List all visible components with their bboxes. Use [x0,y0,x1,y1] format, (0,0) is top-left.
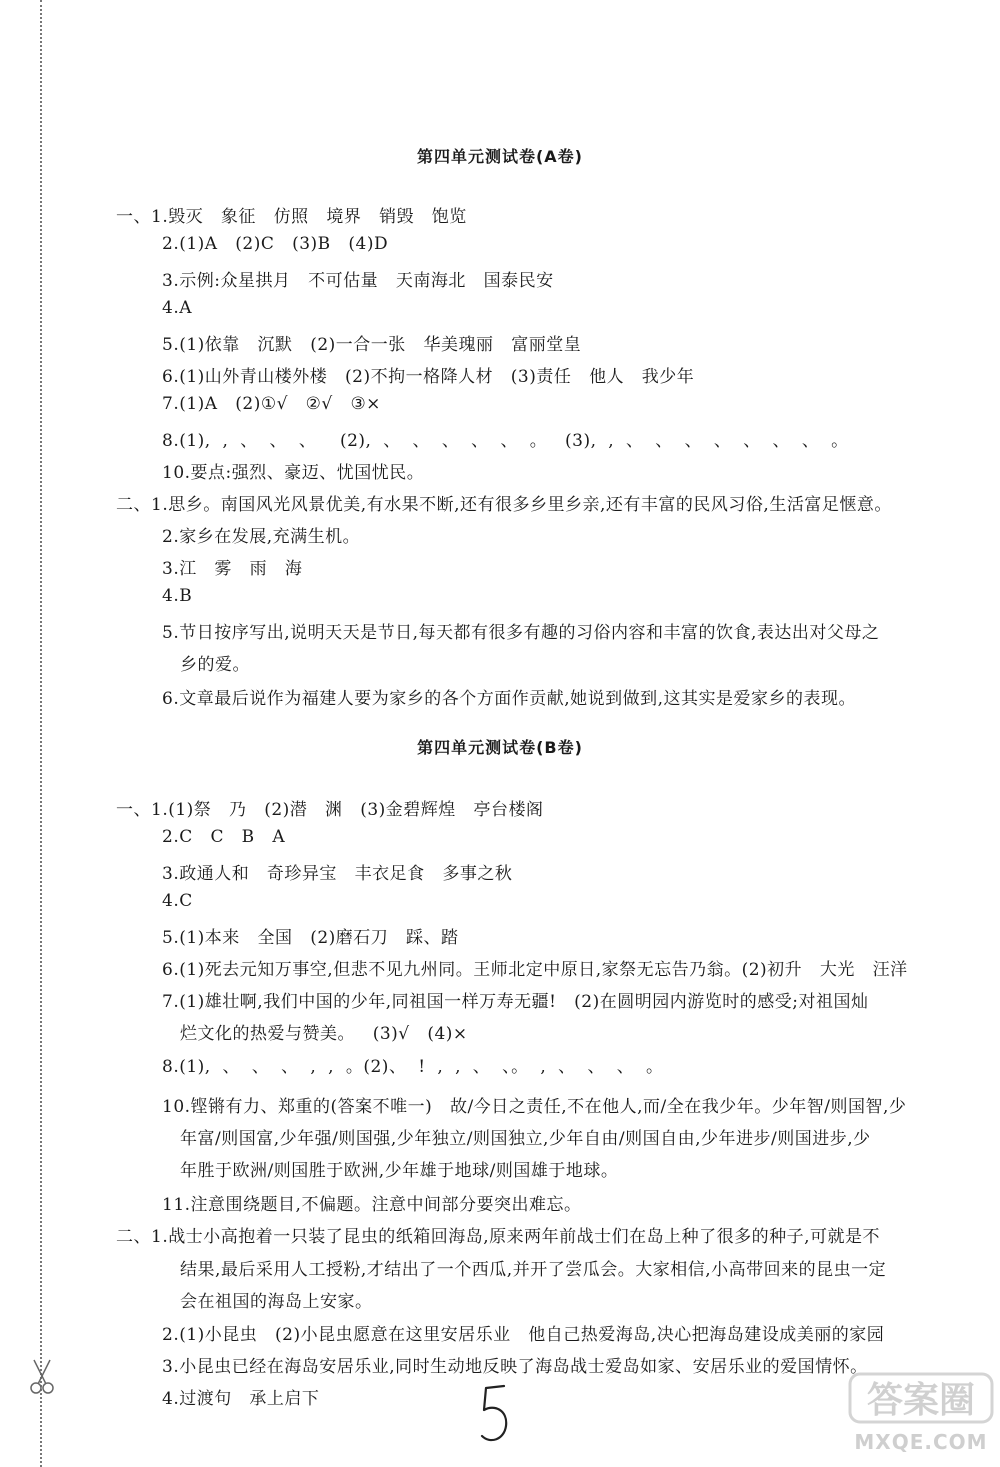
answer-line: 年富/则国富,少年强/则国强,少年独立/则国独立,少年自由/则国自由,少年进步/则国进步,少 [180,1129,871,1149]
answer-line: 4.C [162,891,193,911]
answer-line: 4.A [162,298,192,318]
answer-line: 5.节日按序写出,说明天天是节日,每天都有很多有趣的习俗内容和丰富的饮食,表达出对父母之 [162,623,880,643]
svg-text:答案圈: 答案圈 [866,1380,976,1421]
answer-line: 年胜于欧洲/则国胜于欧洲,少年雄于地球/则国雄于地球。 [180,1161,619,1181]
watermark-site: MXQE.COM [854,1430,988,1454]
answer-line: 二、1.战士小高抱着一只装了昆虫的纸箱回海岛,原来两年前战士们在岛上种了很多的种子,可就是不 [116,1227,881,1247]
answer-line: 一、1.毁灭 象征 仿照 境界 销毁 饱览 [116,207,467,227]
answer-line: 结果,最后采用人工授粉,才结出了一个西瓜,并开了尝瓜会。大家相信,小高带回来的昆虫一定 [180,1260,887,1280]
binding-dotted-line [40,0,42,1467]
answer-line: 6.文章最后说作为福建人要为家乡的各个方面作贡献,她说到做到,这其实是爱家乡的表现。 [162,689,857,709]
answer-line: 烂文化的热爱与赞美。 (3)√ (4)× [180,1024,468,1044]
answer-line: 5.(1)依靠 沉默 (2)一合一张 华美瑰丽 富丽堂皇 [162,335,582,355]
answer-line: 11.注意围绕题目,不偏题。注意中间部分要突出难忘。 [162,1195,582,1215]
answer-line: 4.B [162,586,193,606]
answer-line: 一、1.(1)祭 乃 (2)潜 渊 (3)金碧辉煌 亭台楼阁 [116,800,544,820]
answer-line: 3.政通人和 奇珍异宝 丰衣足食 多事之秋 [162,864,513,884]
answer-line: 2.C C B A [162,827,286,847]
answer-line: 2.(1)A (2)C (3)B (4)D [162,234,389,254]
watermark-logo [848,1370,994,1462]
answer-line: 3.示例:众星拱月 不可估量 天南海北 国泰民安 [162,271,554,291]
answer-line: 6.(1)山外青山楼外楼 (2)不拘一格降人材 (3)责任 他人 我少年 [162,367,695,387]
answer-line: 8.(1), , 、 、 、 (2), 、 、 、 、 、 。 (3), , 、 、 、 、 、 、 、 。 [162,431,849,451]
answer-line: 8.(1), 、 、 、 , , 。(2)、 ! , , 、 、。 , 、 、 、 。 [162,1057,664,1077]
answer-line: 乡的爱。 [180,655,250,675]
answer-line: 二、1.思乡。南国风光风景优美,有水果不断,还有很多乡里乡亲,还有丰富的民风习俗,生活富足惬意。 [116,495,892,515]
answer-line: 5.(1)本来 全国 (2)磨石刀 踩、踏 [162,928,459,948]
answer-line: 10.要点:强烈、豪迈、忧国忧民。 [162,463,425,483]
section-title-a: 第四单元测试卷(A卷) [416,147,583,166]
scissors-icon [28,1356,56,1396]
answer-line: 7.(1)A (2)①√ ②√ ③× [162,394,381,414]
section-title-b: 第四单元测试卷(B卷) [417,738,583,757]
answer-line: 2.家乡在发展,充满生机。 [162,527,361,547]
answer-line: 3.小昆虫已经在海岛安居乐业,同时生动地反映了海岛战士爱岛如家、安居乐业的爱国情怀。 [162,1357,868,1377]
answer-line: 3.江 雾 雨 海 [162,559,303,579]
handwritten-page-number [474,1380,514,1450]
answer-line: 4.过渡句 承上启下 [162,1389,320,1409]
answer-line: 7.(1)雄壮啊,我们中国的少年,同祖国一样万寿无疆! (2)在圆明园内游览时的感受;对祖国灿 [162,992,869,1012]
answer-line: 6.(1)死去元知万事空,但悲不见九州同。王师北定中原日,家祭无忘告乃翁。(2)初升 大光 汪洋 [162,960,908,980]
watermark-logo-mark [848,1370,994,1426]
answer-line: 10.铿锵有力、郑重的(答案不唯一) 故/今日之责任,不在他人,而/全在我少年。少年智/则国智,少 [162,1097,907,1117]
answer-line: 会在祖国的海岛上安家。 [180,1292,373,1312]
answer-line: 2.(1)小昆虫 (2)小昆虫愿意在这里安居乐业 他自己热爱海岛,决心把海岛建设成美丽的家园 [162,1325,885,1345]
